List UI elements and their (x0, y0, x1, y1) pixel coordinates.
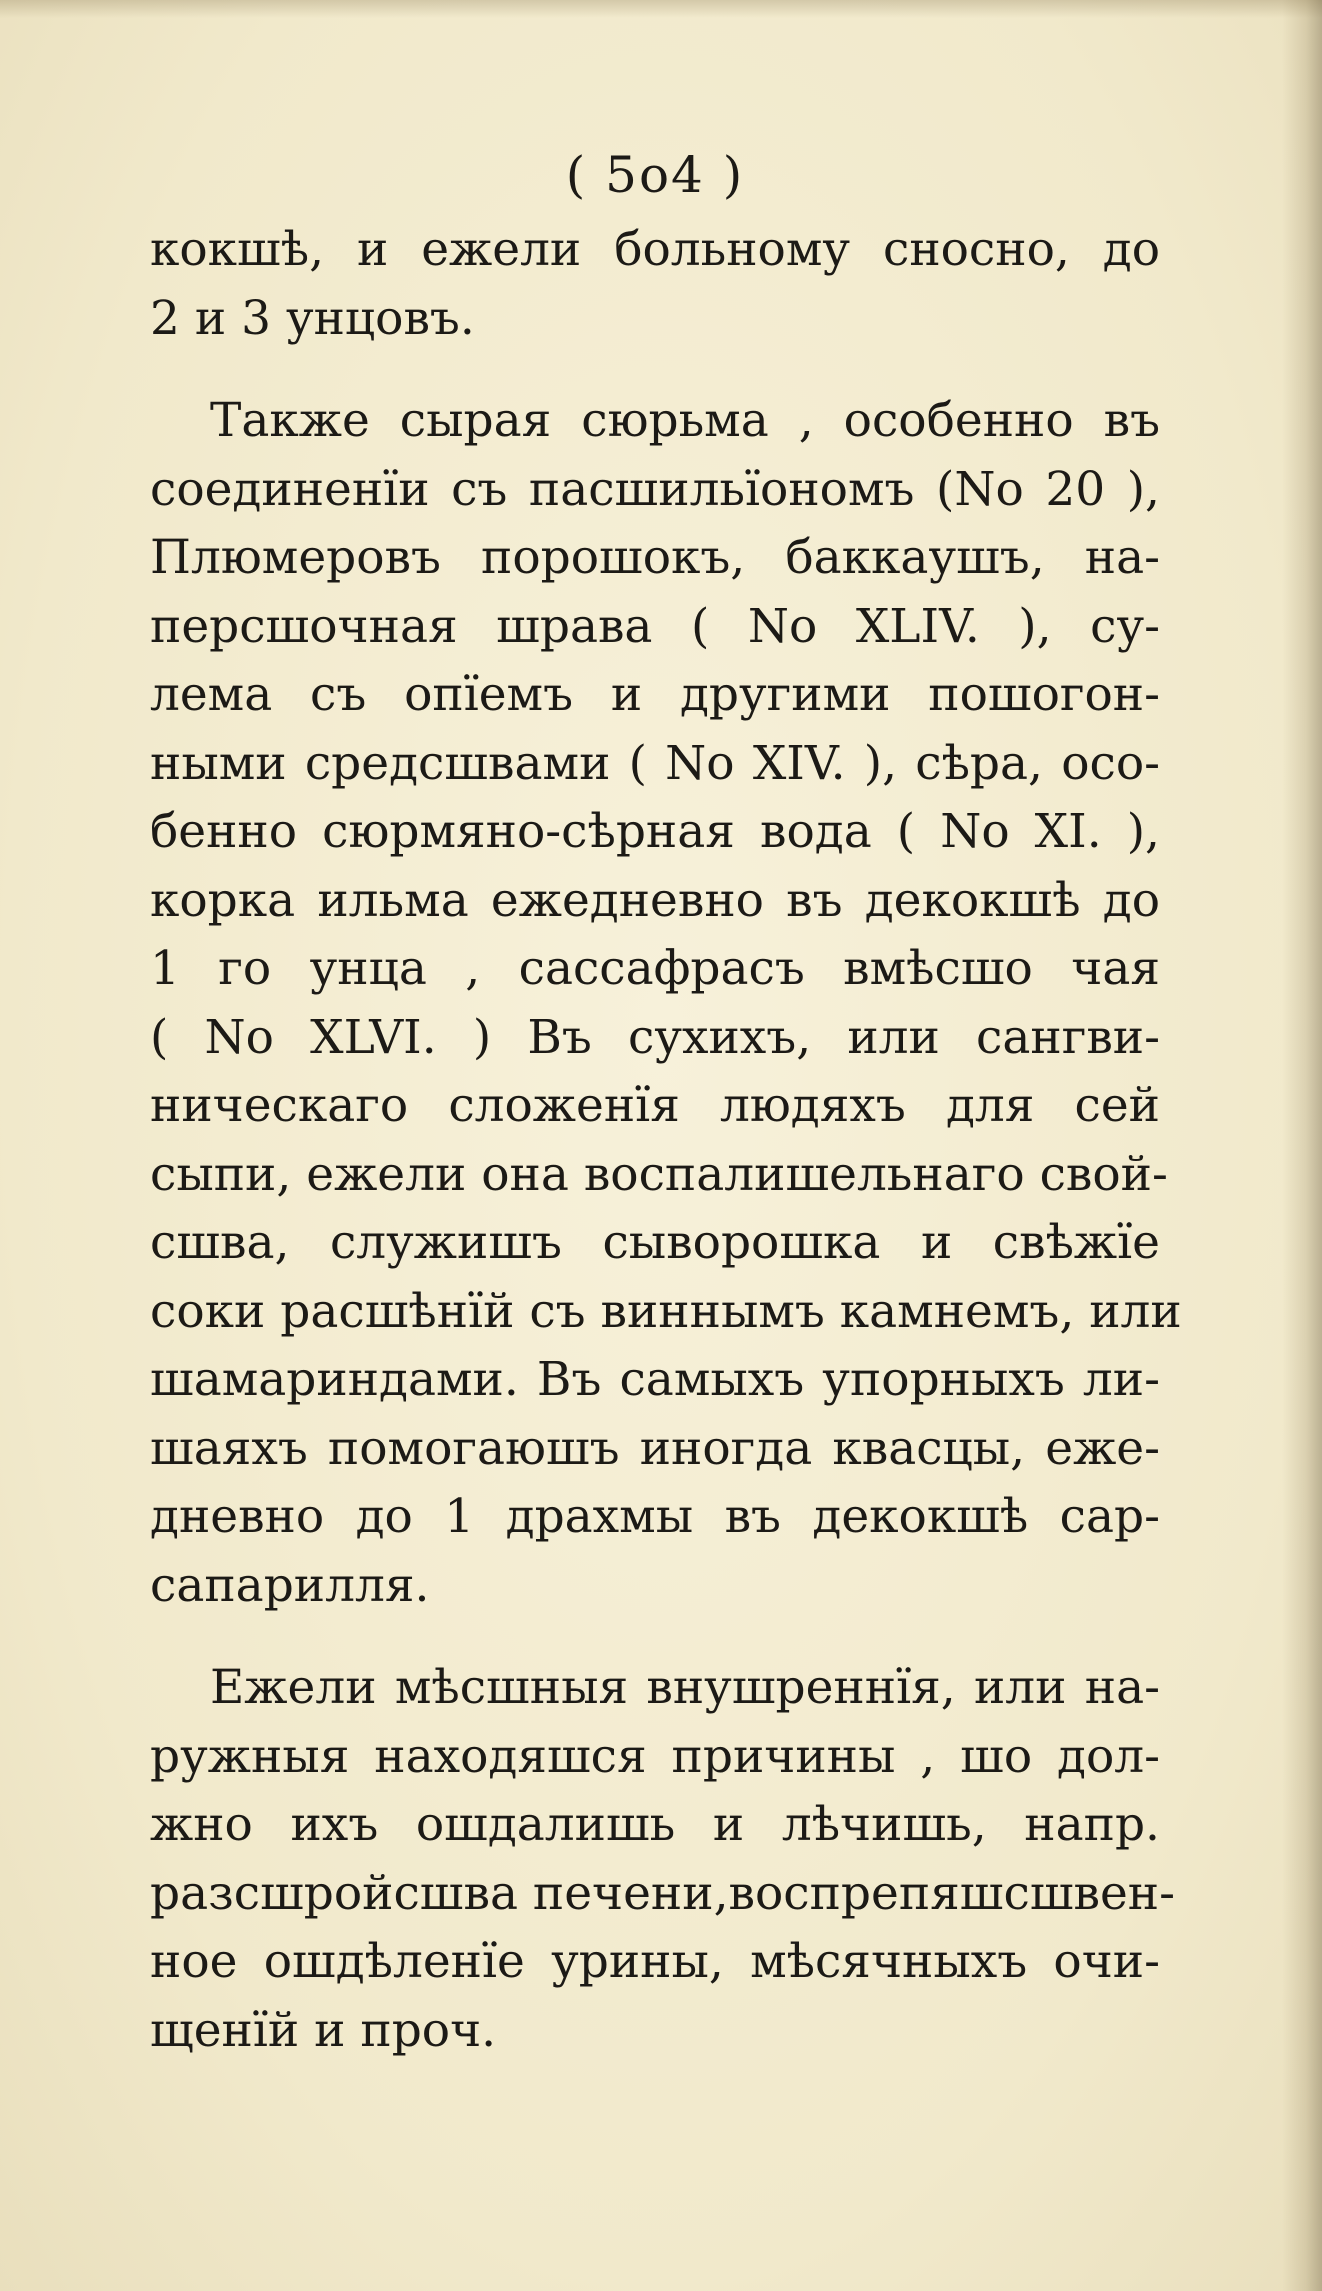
text-line: ное ошдѣленїе урины, мѣсячныхъ очи- (150, 1934, 1160, 1989)
text-line: сапарилля. (150, 1557, 430, 1613)
text-line: Ежели мѣсшныя внушреннїя, или на- (210, 1660, 1160, 1715)
text-line: Также сырая сюрьма , особенно въ (210, 393, 1160, 448)
text-line: ническаго сложенїя людяхъ для сей (150, 1078, 1160, 1133)
text-line: соединенїи съ пасшильїономъ (No 20 ), (150, 461, 1160, 517)
page-binding-shadow (1282, 0, 1322, 2291)
page-top-shadow (0, 0, 1322, 18)
text-line: персшочная шрава ( No XLIV. ), су- (150, 598, 1160, 654)
text-line: сыпи, ежели она воспалишельнаго свой- (150, 1146, 1168, 1202)
text-line: жно ихъ ошдалишь и лѣчишь, напр. (150, 1797, 1160, 1852)
text-line: соки расшѣнїй съ виннымъ камнемъ, или (150, 1283, 1182, 1339)
page-number: ( 5o4 ) (565, 146, 745, 204)
paragraph-3 (150, 1654, 1176, 2065)
paragraph-gap (150, 1620, 1160, 1654)
text-line: кокшѣ, и ежели больному сносно, до (150, 222, 1160, 277)
text-line: шамариндами. Въ самыхъ упорныхъ ли- (150, 1352, 1160, 1407)
text-line: корка ильма ежедневно въ декокшѣ до (150, 872, 1160, 928)
text-line: шаяхъ помогаюшъ иногда квасцы, еже- (150, 1420, 1160, 1476)
text-line: щенїй и проч. (150, 2002, 497, 2058)
text-line: разсшройсшва печени,воспрепяшсшвен- (150, 1865, 1176, 1921)
paragraph-2 (150, 387, 1182, 1620)
text-line: 2 и 3 унцовъ. (150, 290, 475, 346)
text-line: сшва, служишъ сыворошка и свѣжїе (150, 1215, 1160, 1270)
page-text-block (150, 140, 1182, 2065)
text-line: лема съ опїемъ и другими пошогон- (150, 667, 1160, 722)
paragraph-1 (150, 216, 1160, 353)
text-line: ружныя находяшся причины , шо дол- (150, 1728, 1160, 1784)
text-line: Плюмеровъ порошокъ, баккаушъ, на- (150, 530, 1160, 585)
text-line: 1 го унца , сассафрасъ вмѣсшо чая (150, 941, 1160, 996)
paragraph-gap (150, 353, 1160, 387)
text-line: ( No XLVI. ) Въ сухихъ, или сангви- (150, 1009, 1160, 1065)
text-line: бенно сюрмяно-сѣрная вода ( No XI. ), (150, 804, 1160, 859)
text-line: ными средсшвами ( No XIV. ), сѣра, осо- (150, 735, 1160, 791)
text-line: дневно до 1 драхмы въ декокшѣ сар- (150, 1489, 1160, 1544)
